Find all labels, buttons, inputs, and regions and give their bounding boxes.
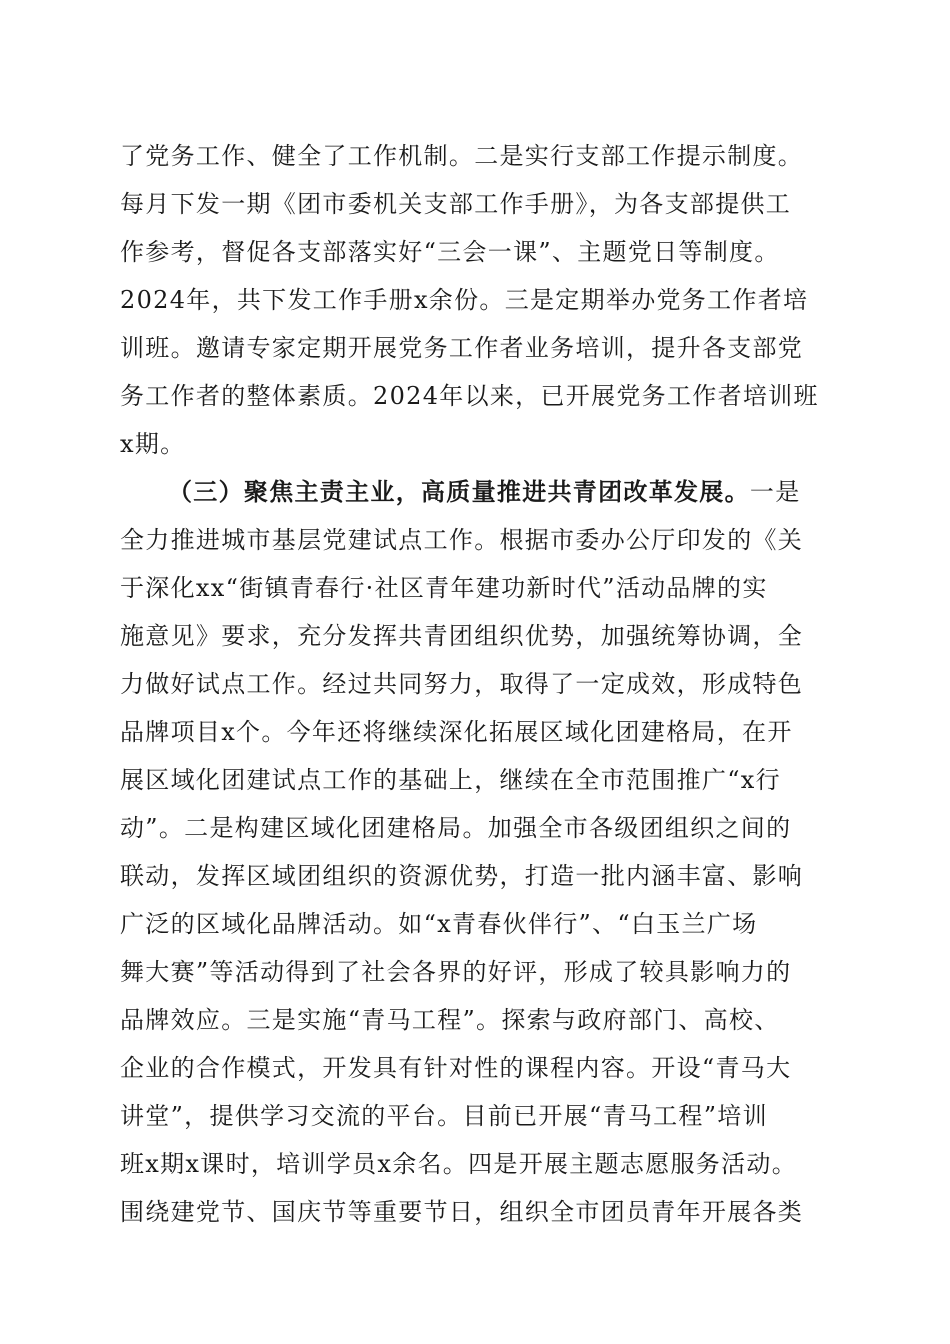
body-line: 舞大赛”等活动得到了社会各界的好评，形成了较具影响力的 bbox=[120, 958, 792, 986]
body-line: 讲堂”，提供学习交流的平台。目前已开展“青马工程”培训 bbox=[120, 1102, 768, 1130]
body-line: 务工作者的整体素质。2024年以来，已开展党务工作者培训班 bbox=[120, 382, 819, 410]
body-line: 训班。邀请专家定期开展党务工作者业务培训，提升各支部党 bbox=[120, 334, 804, 362]
body-line: 围绕建党节、国庆节等重要节日，组织全市团员青年开展各类 bbox=[120, 1198, 804, 1226]
body-line: 品牌项目x个。今年还将继续深化拓展区域化团建格局，在开 bbox=[120, 718, 793, 746]
body-line: 动”。二是构建区域化团建格局。加强全市各级团组织之间的 bbox=[120, 814, 792, 842]
section-heading-tail: 一是 bbox=[749, 478, 801, 506]
body-line: 力做好试点工作。经过共同努力，取得了一定成效，形成特色 bbox=[120, 670, 804, 698]
body-line: 品牌效应。三是实施“青马工程”。探索与政府部门、高校、 bbox=[120, 1006, 780, 1034]
body-line: x期。 bbox=[120, 430, 186, 458]
section-heading: （三）聚焦主责主业，高质量推进共青团改革发展。 bbox=[168, 477, 750, 506]
body-line: 2024年，共下发工作手册x余份。三是定期举办党务工作者培 bbox=[120, 286, 809, 314]
body-line: 全力推进城市基层党建试点工作。根据市委办公厅印发的《关 bbox=[120, 526, 804, 554]
body-line: 每月下发一期《团市委机关支部工作手册》，为各支部提供工 bbox=[120, 190, 792, 218]
body-line: 企业的合作模式，开发具有针对性的课程内容。开设“青马大 bbox=[120, 1054, 792, 1082]
body-line: 作参考，督促各支部落实好“三会一课”、主题党日等制度。 bbox=[120, 238, 780, 266]
body-line: 联动，发挥区域团组织的资源优势，打造一批内涵丰富、影响 bbox=[120, 862, 804, 890]
body-line: 了党务工作、健全了工作机制。二是实行支部工作提示制度。 bbox=[120, 142, 804, 170]
body-line: 班x期x课时，培训学员x余名。四是开展主题志愿服务活动。 bbox=[120, 1150, 798, 1178]
body-line: 广泛的区域化品牌活动。如“x青春伙伴行”、“白玉兰广场 bbox=[120, 910, 758, 938]
section-heading-line bbox=[168, 472, 840, 512]
body-line: 施意见》要求，充分发挥共青团组织优势，加强统筹协调，全 bbox=[120, 622, 804, 650]
body-line: 于深化xx“街镇青春行·社区青年建功新时代”活动品牌的实 bbox=[120, 574, 768, 602]
body-line: 展区域化团建试点工作的基础上，继续在全市范围推广“x行 bbox=[120, 766, 781, 794]
